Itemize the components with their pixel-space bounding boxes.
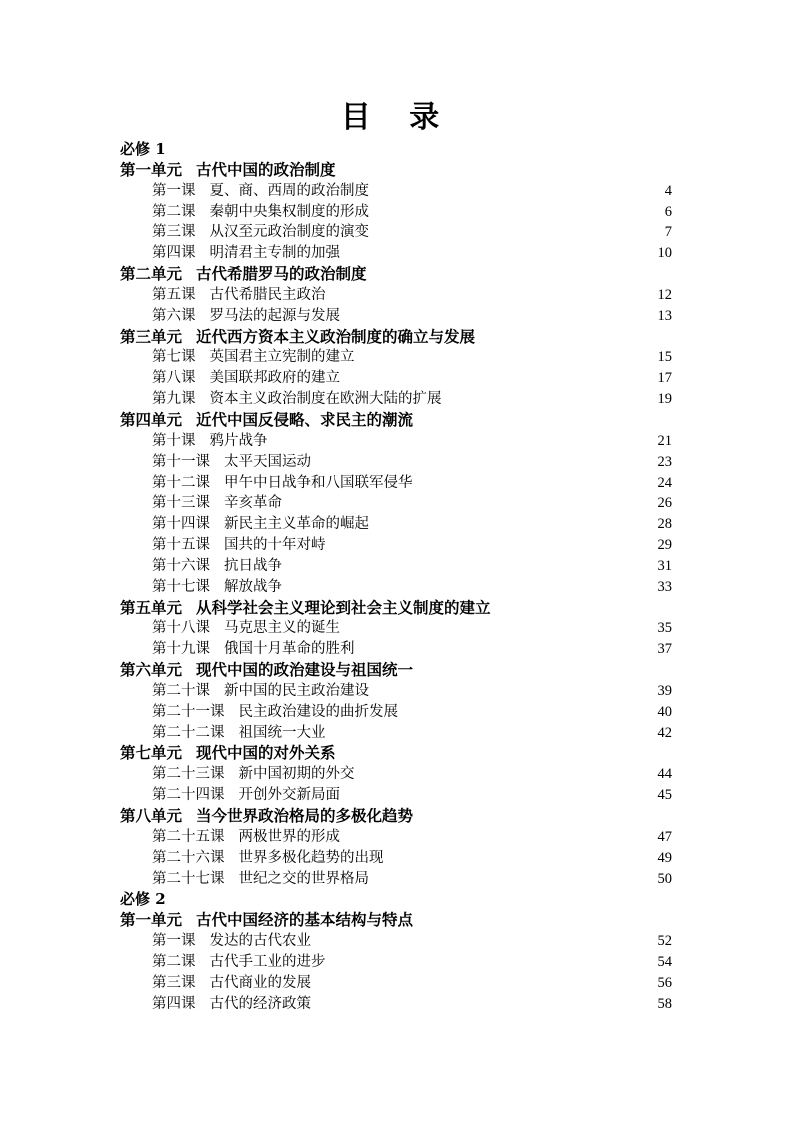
lesson-entry[interactable] [120, 827, 672, 848]
page-number: 31 [657, 557, 672, 574]
page-number: 50 [657, 870, 672, 887]
lesson-title: 辛亥革命 [224, 495, 282, 512]
unit-number: 第五单元 [120, 597, 183, 617]
page-number: 56 [657, 974, 672, 991]
page-number: 54 [657, 953, 672, 970]
lesson-number: 第十三课 [152, 495, 210, 512]
unit-number: 第三单元 [120, 326, 183, 346]
unit-title: 近代中国反侵略、求民主的潮流 [196, 409, 414, 429]
lesson-title: 从汉至元政治制度的演变 [209, 224, 369, 241]
lesson-number: 第二十一课 [152, 703, 225, 720]
lesson-title: 古代的经济政策 [209, 995, 311, 1012]
lesson-number: 第二十六课 [152, 849, 225, 866]
lesson-entry[interactable] [120, 618, 672, 639]
lesson-number: 第二十二课 [152, 724, 225, 741]
lesson-title: 英国君主立宪制的建立 [209, 349, 355, 366]
lesson-number: 第二十七课 [152, 870, 225, 887]
lesson-title: 太平天国运动 [224, 453, 311, 470]
lesson-number: 第十六课 [152, 557, 210, 574]
lesson-entry[interactable] [120, 869, 672, 890]
lesson-number: 第十一课 [152, 453, 210, 470]
page-number: 58 [657, 995, 672, 1012]
unit-number: 第七单元 [120, 743, 183, 763]
lesson-number: 第二十四课 [152, 787, 225, 804]
page-number: 49 [657, 849, 672, 866]
page-number: 45 [657, 787, 672, 804]
unit-number: 第八单元 [120, 806, 183, 825]
page-number: 28 [657, 516, 672, 533]
page-number: 23 [657, 453, 672, 470]
page-number: 39 [657, 682, 672, 699]
page-title: 目 录 [340, 100, 454, 135]
lesson-title: 甲午中日战争和八国联军侵华 [224, 474, 413, 491]
lesson-entry[interactable] [120, 473, 672, 494]
lesson-number: 第二课 [152, 203, 196, 220]
unit-heading[interactable] [120, 598, 672, 619]
lesson-number: 第二十三课 [152, 766, 225, 783]
unit-title: 古代中国经济的基本结构与特点 [196, 910, 414, 930]
lesson-entry[interactable] [120, 952, 672, 973]
lesson-title: 罗马法的起源与发展 [209, 307, 340, 324]
lesson-entry[interactable] [120, 285, 672, 306]
lesson-title: 俄国十月革命的胜利 [224, 641, 355, 658]
unit-title: 从科学社会主义理论到社会主义制度的建立 [196, 597, 491, 617]
unit-heading[interactable] [120, 160, 672, 181]
lesson-title: 国共的十年对峙 [224, 537, 326, 554]
lesson-entry[interactable] [120, 347, 672, 368]
unit-title: 近代西方资本主义政治制度的确立与发展 [196, 326, 476, 346]
page-number: 42 [657, 724, 672, 741]
lesson-title: 开创外交新局面 [238, 787, 340, 804]
unit-heading[interactable] [120, 327, 672, 348]
lesson-entry[interactable] [120, 202, 672, 223]
page-number: 37 [657, 641, 672, 658]
unit-heading[interactable] [120, 264, 672, 285]
unit-heading[interactable] [120, 410, 672, 431]
lesson-title: 新民主主义革命的崛起 [224, 516, 369, 533]
lesson-entry[interactable] [120, 994, 672, 1015]
lesson-entry[interactable] [120, 535, 672, 556]
lesson-title: 世纪之交的世界格局 [238, 870, 369, 887]
page-number: 26 [657, 495, 672, 512]
lesson-entry[interactable] [120, 848, 672, 869]
page-number: 15 [657, 349, 672, 366]
lesson-number: 第四课 [152, 995, 196, 1012]
lesson-number: 第十五课 [152, 537, 210, 554]
unit-number: 第一单元 [120, 159, 183, 179]
lesson-entry[interactable] [120, 493, 672, 514]
lesson-number: 第十八课 [152, 620, 210, 637]
unit-heading[interactable] [120, 743, 672, 764]
table-of-contents [120, 139, 672, 1014]
page-number: 7 [664, 224, 672, 241]
book-heading: 必修 1 [120, 140, 166, 158]
page-number: 4 [664, 182, 672, 199]
page-number: 19 [657, 391, 672, 408]
unit-title: 当今世界政治格局的多极化趋势 [196, 806, 414, 825]
lesson-title: 新中国的民主政治建设 [224, 682, 369, 699]
lesson-title: 鸦片战争 [209, 432, 268, 449]
lesson-entry[interactable] [120, 577, 672, 598]
lesson-title: 马克思主义的诞生 [224, 620, 340, 637]
lesson-entry[interactable] [120, 389, 672, 410]
lesson-number: 第十二课 [152, 474, 210, 491]
book-heading: 必修 2 [120, 890, 166, 909]
lesson-title: 发达的古代农业 [209, 933, 311, 950]
unit-number: 第一单元 [120, 910, 183, 930]
unit-heading[interactable] [120, 910, 672, 931]
lesson-number: 第四课 [152, 245, 196, 262]
page-number: 52 [657, 933, 672, 950]
page-number: 17 [657, 370, 672, 387]
page-number: 6 [664, 203, 672, 220]
unit-number: 第六单元 [120, 660, 183, 680]
page-number: 21 [657, 432, 672, 449]
lesson-title: 祖国统一大业 [238, 724, 326, 741]
unit-number: 第二单元 [120, 264, 183, 284]
lesson-entry[interactable] [120, 723, 672, 744]
page-number: 12 [657, 286, 672, 303]
lesson-title: 世界多极化趋势的出现 [238, 849, 384, 866]
lesson-number: 第一课 [152, 933, 196, 950]
lesson-title: 夏、商、西周的政治制度 [209, 182, 369, 199]
lesson-entry[interactable] [120, 785, 672, 806]
lesson-title: 古代商业的发展 [209, 974, 311, 991]
unit-title: 古代中国的政治制度 [196, 159, 336, 179]
unit-heading[interactable] [120, 806, 672, 827]
page-number: 29 [657, 537, 672, 554]
lesson-entry[interactable] [120, 306, 672, 327]
lesson-entry[interactable] [120, 514, 672, 535]
lesson-title: 资本主义政治制度在欧洲大陆的扩展 [209, 391, 442, 408]
lesson-number: 第二课 [152, 953, 196, 970]
unit-number: 第四单元 [120, 409, 183, 429]
page-number: 44 [657, 766, 672, 783]
unit-title: 古代希腊罗马的政治制度 [196, 264, 367, 284]
lesson-entry[interactable] [120, 452, 672, 473]
lesson-title: 民主政治建设的曲折发展 [238, 703, 398, 720]
lesson-number: 第八课 [152, 370, 196, 387]
lesson-number: 第十七课 [152, 578, 210, 595]
lesson-number: 第十九课 [152, 641, 210, 658]
lesson-number: 第三课 [152, 224, 196, 241]
lesson-number: 第十课 [152, 432, 196, 449]
lesson-title: 解放战争 [224, 578, 282, 595]
lesson-number: 第三课 [152, 974, 196, 991]
lesson-title: 美国联邦政府的建立 [209, 370, 340, 387]
page-number: 40 [657, 703, 672, 720]
page-number: 13 [657, 307, 672, 324]
lesson-title: 新中国初期的外交 [238, 766, 355, 783]
page-number: 47 [657, 828, 672, 845]
lesson-number: 第十四课 [152, 516, 210, 533]
lesson-entry[interactable] [120, 222, 672, 243]
lesson-entry[interactable] [120, 764, 672, 785]
lesson-entry[interactable] [120, 973, 672, 994]
lesson-number: 第七课 [152, 349, 196, 366]
page-number: 10 [657, 245, 672, 262]
lesson-entry[interactable] [120, 556, 672, 577]
lesson-number: 第九课 [152, 391, 196, 408]
lesson-title: 古代手工业的进步 [209, 953, 326, 970]
lesson-entry[interactable] [120, 702, 672, 723]
lesson-entry[interactable] [120, 431, 672, 452]
lesson-title: 秦朝中央集权制度的形成 [209, 203, 369, 220]
page-number: 33 [657, 578, 672, 595]
unit-heading[interactable] [120, 660, 672, 681]
lesson-entry[interactable] [120, 368, 672, 389]
lesson-number: 第二十课 [152, 682, 210, 699]
lesson-entry[interactable] [120, 639, 672, 660]
lesson-number: 第六课 [152, 307, 196, 324]
page-number: 35 [657, 620, 672, 637]
lesson-title: 古代希腊民主政治 [209, 286, 326, 303]
lesson-entry[interactable] [120, 181, 672, 202]
lesson-entry[interactable] [120, 681, 672, 702]
unit-title: 现代中国的政治建设与祖国统一 [196, 660, 414, 680]
unit-title: 现代中国的对外关系 [196, 743, 336, 763]
lesson-number: 第一课 [152, 182, 196, 199]
lesson-number: 第二十五课 [152, 828, 225, 845]
page-number: 24 [657, 474, 672, 491]
lesson-entry[interactable] [120, 931, 672, 952]
lesson-entry[interactable] [120, 243, 672, 264]
lesson-title: 抗日战争 [224, 557, 282, 574]
lesson-title: 两极世界的形成 [238, 828, 340, 845]
lesson-number: 第五课 [152, 286, 196, 303]
lesson-title: 明清君主专制的加强 [209, 245, 340, 262]
